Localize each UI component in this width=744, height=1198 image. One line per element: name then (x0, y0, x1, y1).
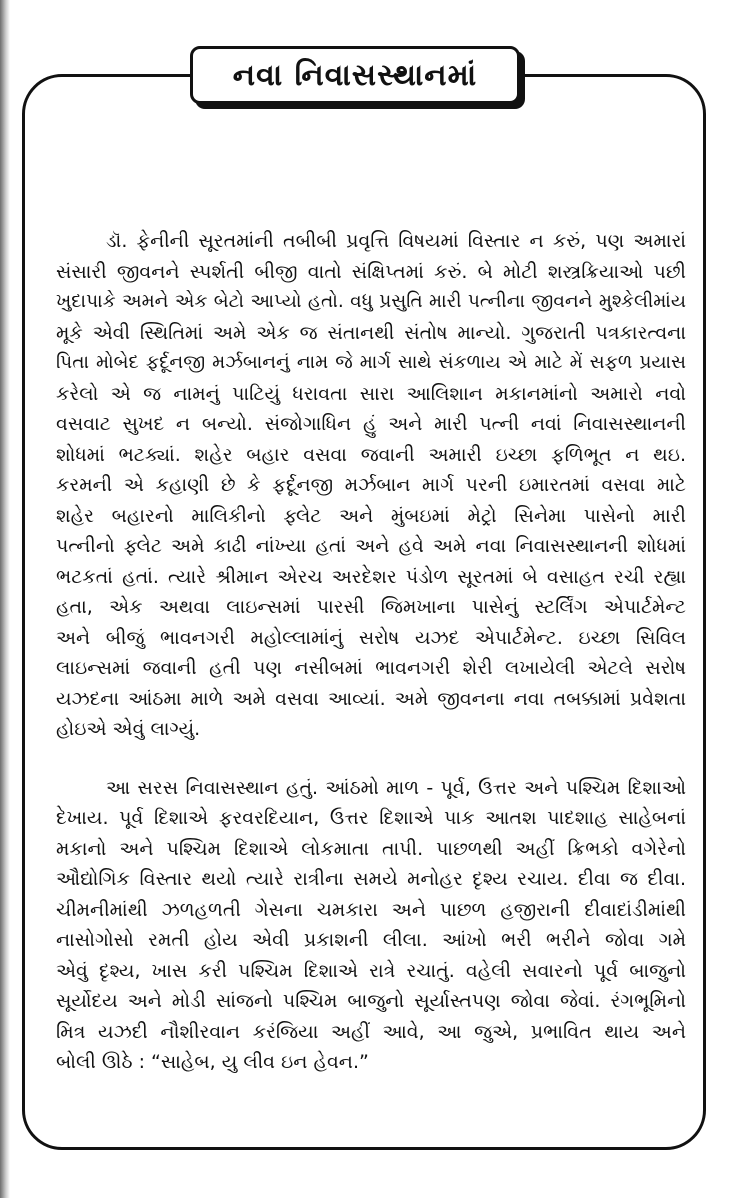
text-line: શહેર બહારનો માલિકીનો ફ્લેટ અને મુંબઇમાં મેટ્રો સિનેમા પાસેનો મારી (56, 504, 686, 527)
paragraph-1 (56, 226, 686, 745)
text-line: એવું દૃશ્ય, ખાસ કરી પશ્ચિમ દિશાએ રાત્રે રચાતું. વહેલી સવારનો પૂર્વ બાજુનો (56, 959, 686, 982)
text-line: બોલી ઊઠે : “સાહેબ, યુ લીવ ઇન હેવન.” (56, 1051, 369, 1073)
text-line: નાસોગોસો રમતી હોય એવી પ્રકાશની લીલા. આંખો ભરી ભરીને જોવા ગમે (56, 929, 686, 951)
chapter-title: નવા નિવાસસ્થાનમાં (232, 57, 478, 93)
chapter-title-box (190, 46, 520, 104)
text-line: કરમની એ કહાણી છે કે ફર્દૂનજી મર્ઝબાન માર્ગ પરની ઇમારતમાં વસવા માટે (56, 474, 686, 496)
text-line: ચીમનીમાંથી ઝળહળતી ગેસના ચમકારા અને પાછળ હજીરાની દીવાદાંડીમાંથી (56, 898, 686, 921)
text-line: સંસારી જીવનને સ્પર્શતી બીજી વાતો સંક્ષિપ્તમાં કરું. બે મોટી શસ્ત્રક્રિયાઓ પછી (56, 260, 686, 283)
text-line: અને બીજું ભાવનગરી મહોલ્લામાંનું સરોષ યઝદ એપાર્ટમેન્ટ. ઇચ્છા સિવિલ (56, 626, 686, 649)
text-line: શોધમાં ભટક્યાં. શહેર બહાર વસવા જવાની અમારી ઇચ્છા ફળિભૂત ન થઇ. (56, 443, 686, 466)
text-line: મિત્ર યઝદી નૌશીરવાન કરંજિયા અહીં આવે, આ જુએ, પ્રભાવિત થાય અને (56, 1020, 686, 1043)
text-line: લાઇન્સમાં જવાની હતી પણ નસીબમાં ભાવનગરી શેરી લખાયેલી એટલે સરોષ (56, 657, 686, 679)
text-line: ડૉ. ફેનીની સૂરતમાંની તબીબી પ્રવૃત્તિ વિષયમાં વિસ્તાર ન કરું, પણ અમારાં (106, 230, 686, 252)
text-line: સૂર્યોદય અને મોડી સાંજનો પશ્ચિમ બાજુનો સૂર્યાસ્તપણ જોવા જેવાં. રંગભૂમિનો (56, 990, 686, 1012)
text-line: પત્નીનો ફ્લેટ અમે કાઢી નાંખ્યા હતાં અને હવે અમે નવા નિવાસસ્થાનની શોધમાં (56, 535, 686, 557)
text-line: કરેલો એ જ નામનું પાટિયું ધરાવતા સારા આલિશાન મકાનમાંનો અમારો નવો (56, 382, 686, 405)
text-line: હોઇએ એવું લાગ્યું. (56, 718, 201, 740)
text-line: યઝદના આંઠમા માળે અમે વસવા આવ્યાં. અમે જીવનના નવા તબક્કામાં પ્રવેશતા (56, 687, 686, 710)
page-body (56, 226, 686, 1078)
text-line: મકાનો અને પશ્ચિમ દિશાએ લોકમાતા તાપી. પાછળથી અહીં ક્રિભકો વગેરેનો (56, 837, 686, 860)
text-line: આ સરસ નિવાસસ્થાન હતું. આંઠમો માળ - પૂર્વ, ઉત્તર અને પશ્ચિમ દિશાઓ (106, 776, 686, 799)
text-line: વસવાટ સુખદ ન બન્યો. સંજોગાધિન હું અને મારી પત્ની નવાં નિવાસસ્થાનની (56, 413, 686, 435)
book-spine-shadow (0, 0, 10, 1198)
text-line: મૂકે એવી સ્થિતિમાં અમે એક જ સંતાનથી સંતોષ માન્યો. ગુજરાતી પત્રકારત્વના (56, 321, 686, 344)
text-line: ઔદ્યોગિક વિસ્તાર થયો ત્યારે રાત્રીના સમયે મનોહર દૃશ્ય રચાય. દીવા જ દીવા. (56, 868, 686, 890)
text-line: ખુદાપાકે અમને એક બેટો આપ્યો હતો. વધુ પ્રસુતિ મારી પત્નીના જીવનને મુશ્કેલીમાંય (56, 291, 686, 312)
paragraph-spacer (56, 745, 686, 773)
text-line: પિતા મોબેદ ફર્દૂનજી મર્ઝબાનનું નામ જે માર્ગ સાથે સંકળાય એ માટે મેં સફળ પ્રયાસ (56, 352, 686, 373)
text-line: હતા, એક અથવા લાઇન્સમાં પારસી જિમખાના પાસેનું સ્ટર્લિંગ એપાર્ટમેન્ટ (56, 596, 686, 618)
text-line: ભટકતાં હતાં. ત્યારે શ્રીમાન એરચ અરદેશર પંડોળ સૂરતમાં બે વસાહત રચી રહ્યા (56, 565, 686, 588)
paragraph-2 (56, 773, 686, 1078)
text-line: દેખાય. પૂર્વ દિશાએ ફરવરદિયાન, ઉત્તર દિશાએ પાક આતશ પાદશાહ સાહેબનાં (56, 807, 686, 829)
